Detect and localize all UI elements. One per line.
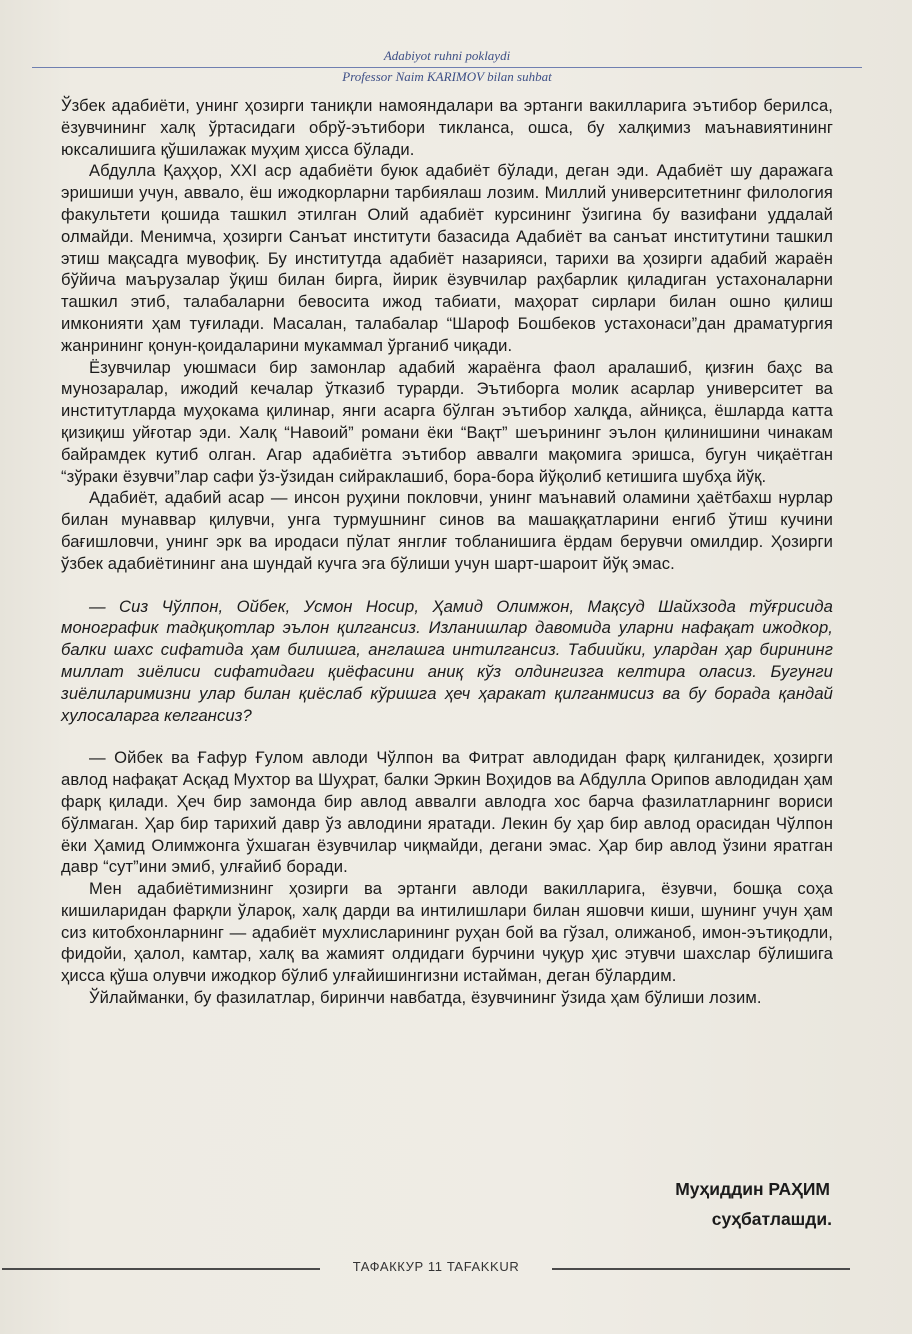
paragraph: Ёзувчилар уюшмаси бир замонлар адабий жараёнга фаол аралашиб, қизғин баҳс ва мунозаралар, ижодий кечалар ўтказиб турарди. Эътиборга молик асарлар университет ва институтларда муҳокама қилинар, янги асарга бўлган эътибор халқда, айниқса, ёшларда катта қизиқиш уйғотар эди. Халқ “Навоий” романи ёки “Вақт” шеърининг эълон қилинишини чинакам байрамдек кутиб олган. Агар адабиётга эътибор аввалги мақомига эришса, бугун чиқаётган “зўраки ёзувчи”лар сафи ўз-ўзидан сийраклашиб, бора-бора йўқолиб кетишига шубҳа йўқ. bbox=[61, 357, 833, 486]
paragraph: Адабиёт, адабий асар — инсон руҳини покловчи, унинг маънавий оламини ҳаётбахш нурлар билан мунаввар қилувчи, унга турмушнинг синов ва машаққатларини енгиб ўтиш кучини бағишловчи, унинг эрк ва иродаси пўлат янглиғ тобланишига ёрдам берувчи омилдир. Ҳозирги ўзбек адабиётининг ана шундай кучга эга бўлиши учун шарт-шароит йўқ эмас. bbox=[61, 488, 833, 573]
running-header bbox=[32, 48, 862, 85]
article-body bbox=[61, 95, 833, 1009]
paragraph: Ўзбек адабиёти, унинг ҳозирги таниқли намояндалари ва эртанги вакилларига эътибор берилса, ёзувчининг халқ ўртасидаги обрў-эътибори тикланса, ошса, бу халқимиз маънавиятининг юксалишига қўшилажак муҳим ҳисса бўлади. bbox=[61, 96, 833, 159]
paragraph: Абдулла Қаҳҳор, XXI аср адабиёти буюк адабиёт бўлади, деган эди. Адабиёт шу даражага эришиши учун, аввало, ёш ижодкорларни тарбиялаш лозим. Миллий университетнинг филология факультети қошида ташкил этилган Олий адабиёт курсининг ўзигина бу вазифани уддалай олмайди. Менимча, ҳозирги Санъат институти базасида Адабиёт ва санъат институтини ташкил этиш мақсадга мувофиқ. Бу институтда адабиёт назарияси, тарихи ва ҳозирги адабий жараён бўйича маърузалар ўқиш билан бирга, йирик ёзувчилар раҳбарлик қиладиган устахоналарни ташкил этиб, талабаларни бевосита ижод табиати, маҳорат сирлари билан ошно қилиш имконияти ҳам туғилади. Масалан, талабалар “Шароф Бошбеков устахонаси”дан драматургия жанрининг қонун-қоидаларини мукаммал ўрганиб чиқади. bbox=[61, 161, 833, 355]
header-rule bbox=[32, 67, 862, 68]
footer-rule-right bbox=[552, 1268, 850, 1270]
header-subtitle: Professor Naim KARIMOV bilan suhbat bbox=[342, 69, 552, 84]
signature bbox=[675, 1174, 830, 1234]
footer-rule-left bbox=[2, 1268, 320, 1270]
paragraph: Мен адабиётимизнинг ҳозирги ва эртанги авлоди вакилларига, ёзувчи, бошқа соҳа кишиларидан фарқли ўлароқ, халқ дарди ва интилишлари билан яшовчи киши, шунинг учун ҳам сиз китобхонларнинг — адабиёт мухлисларининг руҳан бой ва гўзал, олижаноб, имон-эътиқодли, фидойи, ҳалол, камтар, халқ ва жамият олдидаги бурчини чуқур ҳис этувчи шахслар бўлишига ҳисса қўша олувчи ижодкор бўлиб улғайишингизни истайман, деган бўлардим. bbox=[61, 879, 833, 986]
signature-note: суҳбатлашди. bbox=[711, 1209, 832, 1229]
signature-name: Муҳиддин РАҲИМ bbox=[675, 1179, 830, 1199]
interview-answer: — Ойбек ва Ғафур Ғулом авлоди Чўлпон ва Фитрат авлодидан фарқ қилганидек, ҳозирги авлод нафақат Асқад Мухтор ва Шуҳрат, балки Эркин Воҳидов ва Абдулла Орипов авлодидан ҳам фарқ қилади. Ҳеч бир замонда бир авлод аввалги авлодга хос барча фазилатларнинг вориси бўлмаган. Ҳар бир тарихий давр ўз авлодини яратади. Лекин бу ҳар бир авлод орасидан Чўлпон ёки Ҳамид Олимжонга ўхшаган ёзувчилар чиқмайди, дегани эмас. Ҳар бир авлод ўзини яратган давр “сут”ини эмиб, улғайиб боради. bbox=[61, 748, 833, 877]
paragraph: Ўйлайманки, бу фазилатлар, биринчи навбатда, ёзувчининг ўзида ҳам бўлиши лозим. bbox=[89, 988, 762, 1008]
footer-page-label: ТАФАККУР 11 TAFAKKUR bbox=[352, 1259, 520, 1274]
header-title: Adabiyot ruhni poklaydi bbox=[383, 48, 511, 63]
page-footer bbox=[0, 1259, 912, 1283]
interview-question: — Сиз Чўлпон, Ойбек, Усмон Носир, Ҳамид Олимжон, Мақсуд Шайхзода тўғрисида монографик тадқиқотлар эълон қилгансиз. Изланишлар давомида уларни нафақат ижодкор, балки шахс сифатида ҳам билишга, англашга интилгансиз. Табиийки, улардан ҳар бирининг миллат зиёлиси сифатидаги қиёфасини аниқ кўз олдингизга келтира оласиз. Бугунги зиёлиларимизни улар билан қиёслаб кўришга ҳеч ҳаракат қилганмисиз ва бу борада қандай хулосаларга келгансиз? bbox=[61, 596, 833, 725]
